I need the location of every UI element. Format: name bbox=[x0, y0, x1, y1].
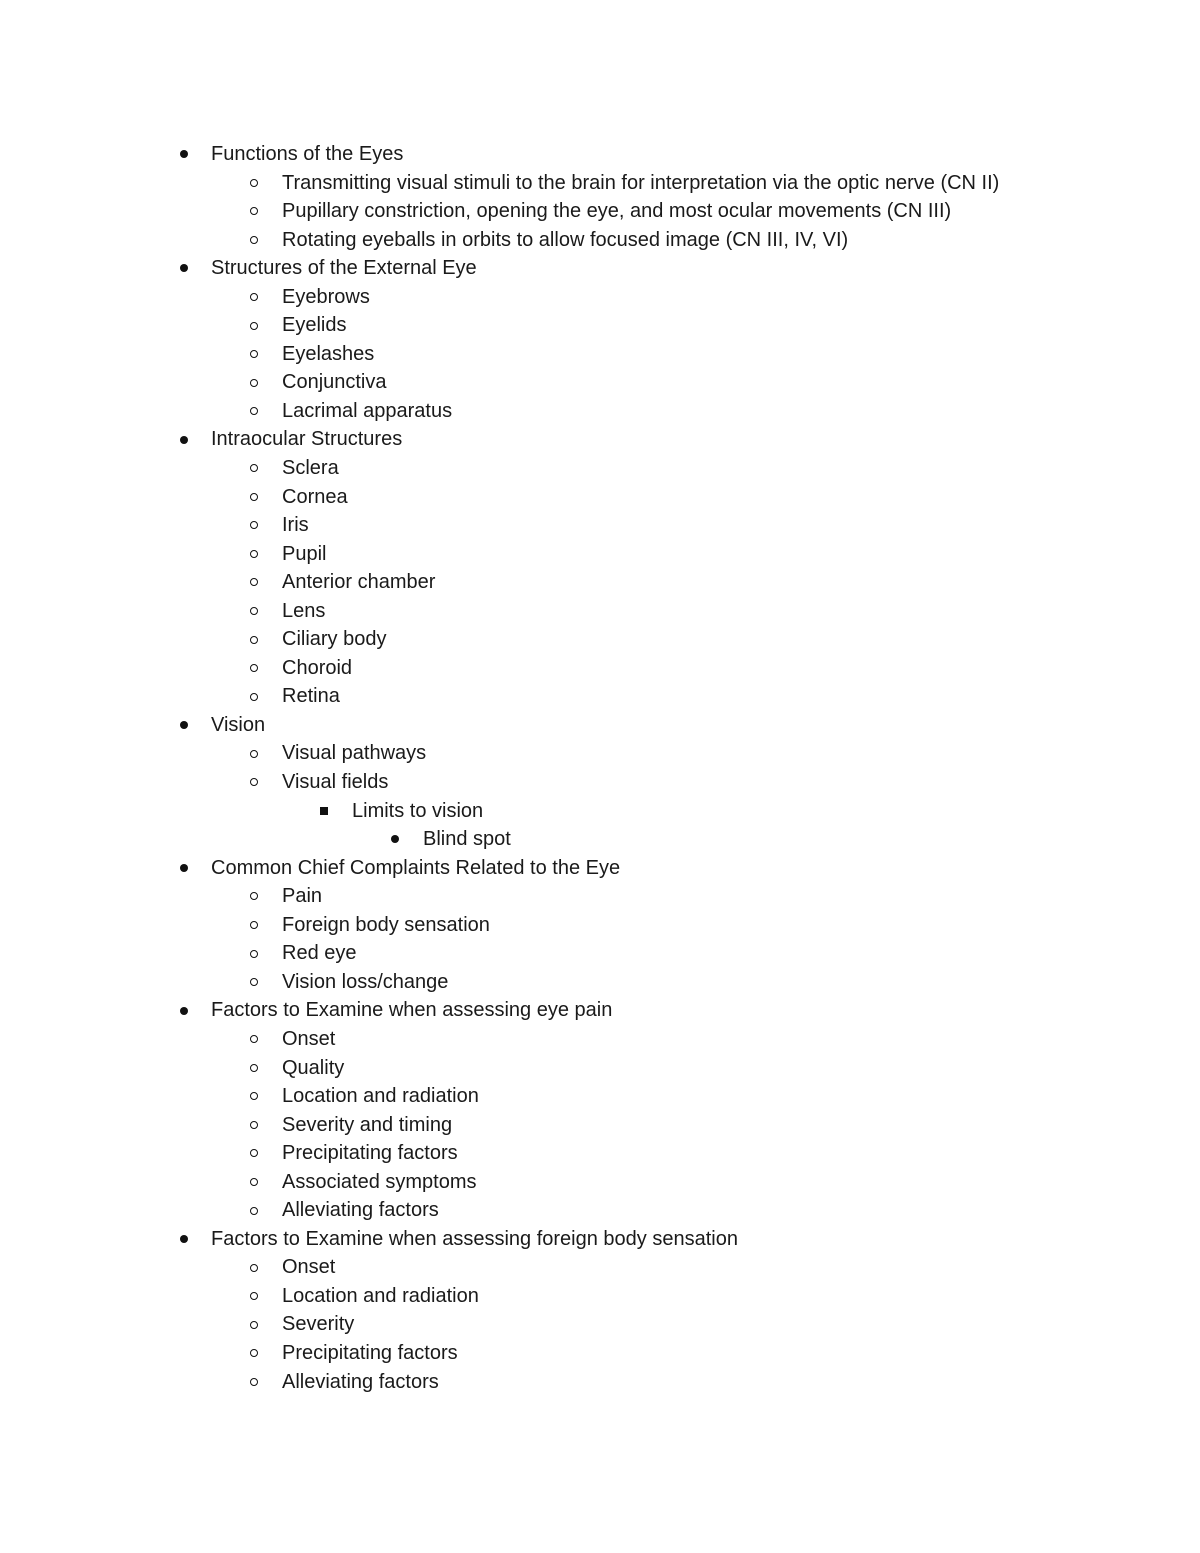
outline-item-level-2 bbox=[0, 1196, 1200, 1225]
outline-item-level-2 bbox=[0, 1253, 1200, 1282]
outline-item-level-2 bbox=[0, 768, 1200, 797]
outline-item-level-2 bbox=[0, 1310, 1200, 1339]
hollow-circle-bullet-icon bbox=[247, 911, 261, 940]
hollow-circle-bullet-icon bbox=[247, 483, 261, 512]
outline-item-text: Precipitating factors bbox=[282, 1142, 458, 1165]
outline-item-text: Common Chief Complaints Related to the Eye bbox=[211, 856, 621, 879]
outline-item-text: Red eye bbox=[282, 942, 357, 965]
outline-item-level-2 bbox=[0, 1139, 1200, 1168]
outline-item-text: Severity and timing bbox=[282, 1113, 453, 1136]
outline-item-level-2 bbox=[0, 1025, 1200, 1054]
outline-item-level-2 bbox=[0, 968, 1200, 997]
outline-item-level-2 bbox=[0, 197, 1200, 226]
outline-item-text: Onset bbox=[282, 1027, 336, 1050]
outline-item-level-2 bbox=[0, 283, 1200, 312]
hollow-circle-bullet-icon bbox=[247, 568, 261, 597]
outline-item-level-4 bbox=[0, 825, 1200, 854]
outline-item-text: Location and radiation bbox=[282, 1284, 479, 1307]
hollow-circle-bullet-icon bbox=[247, 283, 261, 312]
outline-item-text: Pupil bbox=[282, 542, 327, 565]
filled-disc-bullet-icon bbox=[177, 711, 191, 740]
outline-item-level-2 bbox=[0, 568, 1200, 597]
outline-item-level-2 bbox=[0, 511, 1200, 540]
hollow-circle-bullet-icon bbox=[247, 1082, 261, 1111]
outline-item-level-2 bbox=[0, 226, 1200, 255]
outline-item-level-2 bbox=[0, 454, 1200, 483]
outline-item-text: Quality bbox=[282, 1056, 345, 1079]
hollow-circle-bullet-icon bbox=[247, 1310, 261, 1339]
outline-item-level-2 bbox=[0, 1111, 1200, 1140]
outline-item-text: Conjunctiva bbox=[282, 371, 387, 394]
hollow-circle-bullet-icon bbox=[247, 968, 261, 997]
outline-item-text: Alleviating factors bbox=[282, 1199, 439, 1222]
outline-item-level-1 bbox=[0, 140, 1200, 169]
outline-item-level-1 bbox=[0, 854, 1200, 883]
outline-item-level-2 bbox=[0, 597, 1200, 626]
outline-item-text: Limits to vision bbox=[352, 799, 484, 822]
hollow-circle-bullet-icon bbox=[247, 197, 261, 226]
outline-item-text: Eyelids bbox=[282, 314, 347, 337]
outline-item-text: Sclera bbox=[282, 457, 339, 480]
hollow-circle-bullet-icon bbox=[247, 1282, 261, 1311]
hollow-circle-bullet-icon bbox=[247, 311, 261, 340]
outline-item-level-2 bbox=[0, 739, 1200, 768]
outline-item-text: Transmitting visual stimuli to the brain for interpretation via the optic nerve (CN II) bbox=[282, 171, 1000, 194]
outline-item-level-2 bbox=[0, 1082, 1200, 1111]
outline-item-level-2 bbox=[0, 1339, 1200, 1368]
outline-item-level-2 bbox=[0, 654, 1200, 683]
hollow-circle-bullet-icon bbox=[247, 454, 261, 483]
outline-item-level-2 bbox=[0, 682, 1200, 711]
outline-item-level-1 bbox=[0, 996, 1200, 1025]
filled-disc-bullet-icon bbox=[177, 996, 191, 1025]
outline-item-level-2 bbox=[0, 311, 1200, 340]
outline-item-level-2 bbox=[0, 625, 1200, 654]
outline-item-level-2 bbox=[0, 1054, 1200, 1083]
hollow-circle-bullet-icon bbox=[247, 1139, 261, 1168]
hollow-circle-bullet-icon bbox=[247, 511, 261, 540]
hollow-circle-bullet-icon bbox=[247, 768, 261, 797]
outline-item-text: Visual pathways bbox=[282, 742, 427, 765]
outline-item-text: Pain bbox=[282, 885, 323, 908]
outline-item-level-2 bbox=[0, 882, 1200, 911]
outline-item-level-2 bbox=[0, 1368, 1200, 1397]
outline-item-level-2 bbox=[0, 939, 1200, 968]
outline-item-level-2 bbox=[0, 1168, 1200, 1197]
outline-item-level-1 bbox=[0, 1225, 1200, 1254]
hollow-circle-bullet-icon bbox=[247, 625, 261, 654]
outline-item-text: Vision bbox=[211, 713, 266, 736]
hollow-circle-bullet-icon bbox=[247, 654, 261, 683]
outline-item-text: Onset bbox=[282, 1256, 336, 1279]
outline-item-level-1 bbox=[0, 254, 1200, 283]
outline-item-text: Retina bbox=[282, 685, 340, 708]
outline-item-text: Ciliary body bbox=[282, 628, 387, 651]
outline-item-text: Functions of the Eyes bbox=[211, 143, 404, 165]
outline-item-level-2 bbox=[0, 340, 1200, 369]
outline-item-text: Cornea bbox=[282, 485, 348, 508]
outline-item-text: Lens bbox=[282, 599, 326, 622]
hollow-circle-bullet-icon bbox=[247, 1196, 261, 1225]
outline-item-text: Structures of the External Eye bbox=[211, 257, 477, 280]
hollow-circle-bullet-icon bbox=[247, 1339, 261, 1368]
outline-item-text: Choroid bbox=[282, 656, 353, 679]
filled-square-bullet-icon bbox=[317, 797, 331, 826]
outline-item-level-2 bbox=[0, 540, 1200, 569]
outline-item-text: Precipitating factors bbox=[282, 1341, 458, 1364]
outline-item-text: Factors to Examine when assessing eye pain bbox=[211, 999, 613, 1022]
outline-item-text: Blind spot bbox=[423, 828, 511, 851]
filled-disc-bullet-icon bbox=[177, 1225, 191, 1254]
outline-item-level-3 bbox=[0, 797, 1200, 826]
outline-item-level-2 bbox=[0, 169, 1200, 198]
hollow-circle-bullet-icon bbox=[247, 368, 261, 397]
outline-item-text: Anterior chamber bbox=[282, 571, 436, 594]
outline-item-text: Intraocular Structures bbox=[211, 428, 403, 451]
outline-item-level-2 bbox=[0, 1282, 1200, 1311]
outline-item-text: Vision loss/change bbox=[282, 970, 449, 993]
outline-item-level-1 bbox=[0, 711, 1200, 740]
outline-item-text: Associated symptoms bbox=[282, 1170, 477, 1193]
hollow-circle-bullet-icon bbox=[247, 939, 261, 968]
hollow-circle-bullet-icon bbox=[247, 1368, 261, 1397]
hollow-circle-bullet-icon bbox=[247, 1025, 261, 1054]
hollow-circle-bullet-icon bbox=[247, 397, 261, 426]
hollow-circle-bullet-icon bbox=[247, 169, 261, 198]
filled-disc-bullet-icon bbox=[177, 254, 191, 283]
hollow-circle-bullet-icon bbox=[247, 1168, 261, 1197]
hollow-circle-bullet-icon bbox=[247, 1253, 261, 1282]
outline-list bbox=[0, 140, 1200, 1396]
outline-item-text: Lacrimal apparatus bbox=[282, 399, 453, 422]
hollow-circle-bullet-icon bbox=[247, 540, 261, 569]
outline-item-level-2 bbox=[0, 483, 1200, 512]
hollow-circle-bullet-icon bbox=[247, 226, 261, 255]
outline-item-text: Location and radiation bbox=[282, 1085, 479, 1108]
outline-item-text: Iris bbox=[282, 514, 309, 537]
hollow-circle-bullet-icon bbox=[247, 882, 261, 911]
hollow-circle-bullet-icon bbox=[247, 682, 261, 711]
outline-item-text: Pupillary constriction, opening the eye, and most ocular movements (CN III) bbox=[282, 200, 952, 223]
hollow-circle-bullet-icon bbox=[247, 340, 261, 369]
outline-item-level-2 bbox=[0, 911, 1200, 940]
outline-item-level-2 bbox=[0, 368, 1200, 397]
filled-disc-bullet-icon bbox=[177, 425, 191, 454]
outline-item-text: Rotating eyeballs in orbits to allow focused image (CN III, IV, VI) bbox=[282, 228, 849, 251]
hollow-circle-bullet-icon bbox=[247, 1111, 261, 1140]
filled-disc-bullet-icon bbox=[177, 140, 191, 169]
outline-item-text: Eyebrows bbox=[282, 285, 370, 308]
outline-item-text: Eyelashes bbox=[282, 342, 375, 365]
outline-item-text: Factors to Examine when assessing foreign body sensation bbox=[211, 1227, 738, 1250]
filled-disc-bullet-icon bbox=[177, 854, 191, 883]
hollow-circle-bullet-icon bbox=[247, 1054, 261, 1083]
outline-item-level-1 bbox=[0, 425, 1200, 454]
outline-item-level-2 bbox=[0, 397, 1200, 426]
filled-disc-bullet-icon bbox=[388, 825, 402, 854]
outline-item-text: Alleviating factors bbox=[282, 1370, 439, 1393]
hollow-circle-bullet-icon bbox=[247, 597, 261, 626]
outline-item-text: Severity bbox=[282, 1313, 355, 1336]
outline-item-text: Foreign body sensation bbox=[282, 913, 490, 936]
outline-item-text: Visual fields bbox=[282, 771, 389, 794]
hollow-circle-bullet-icon bbox=[247, 739, 261, 768]
